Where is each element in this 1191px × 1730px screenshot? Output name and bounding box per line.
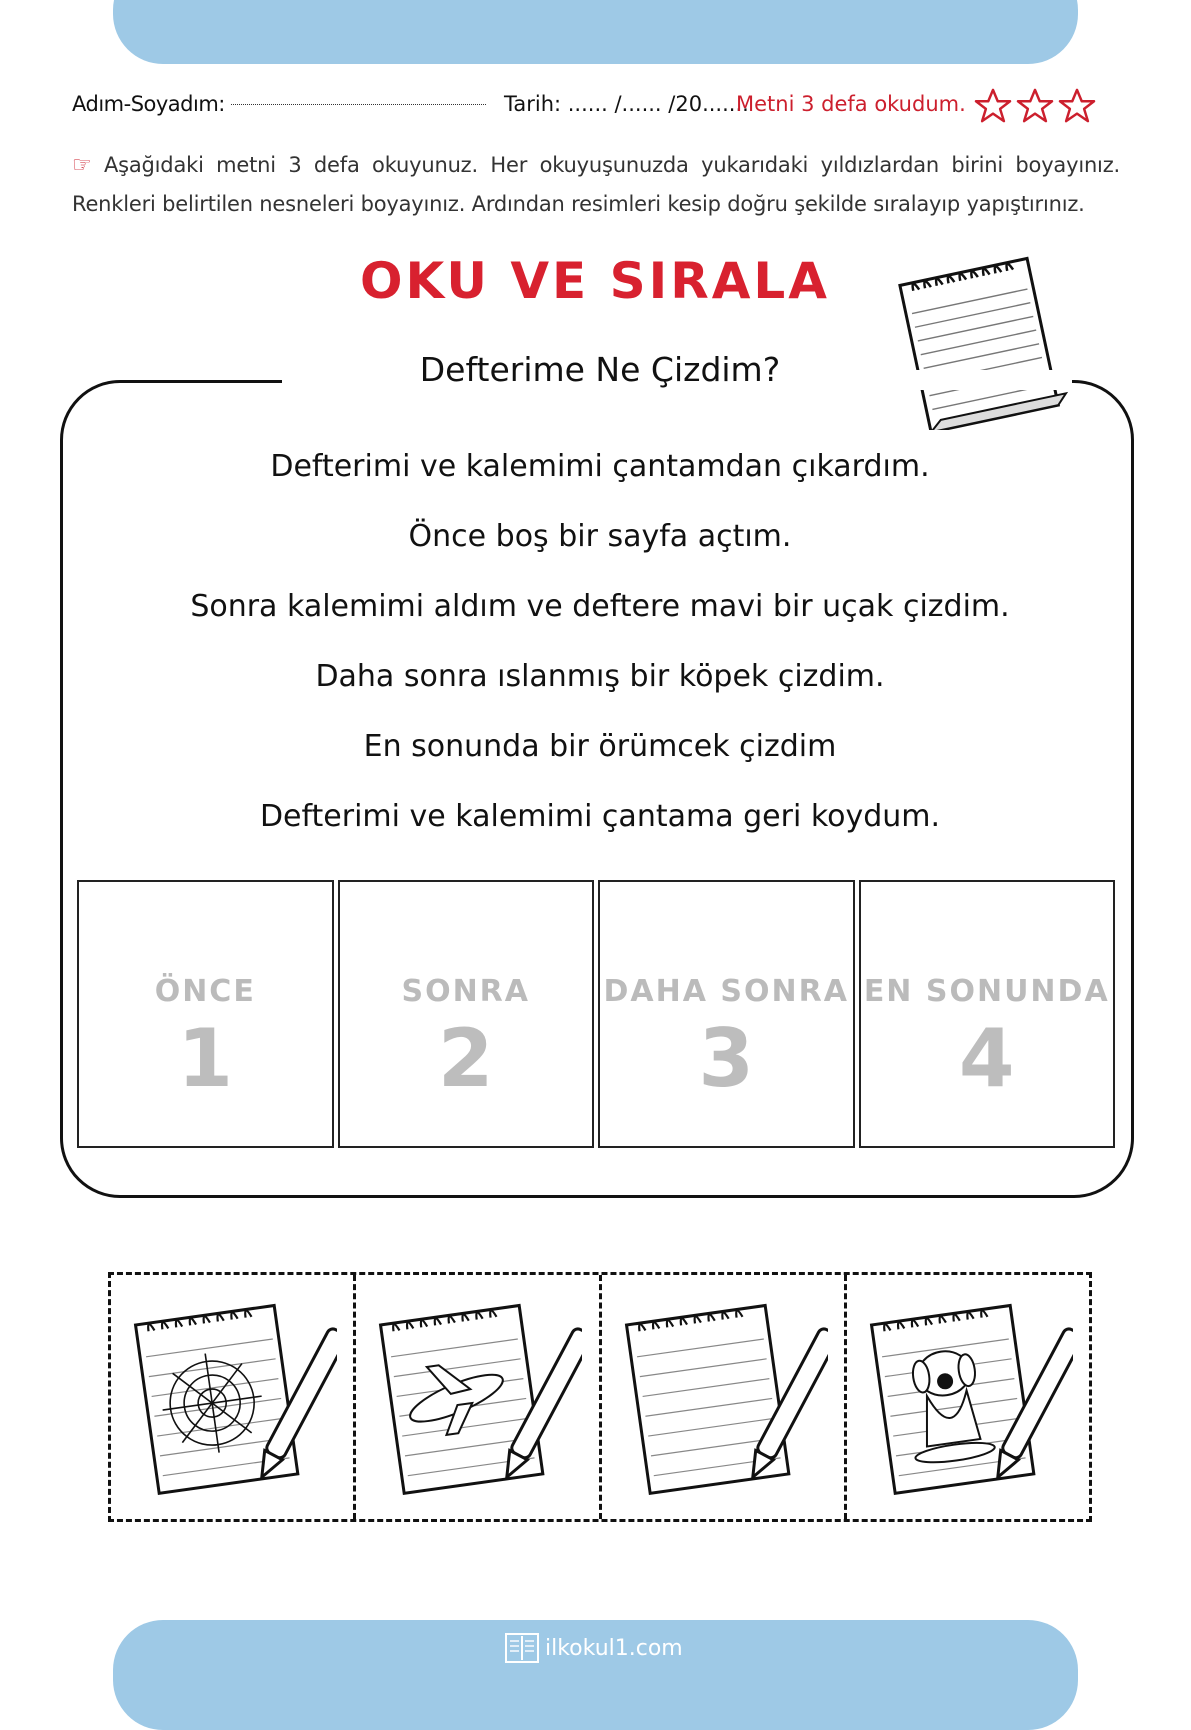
story-title: Defterime Ne Çizdim? xyxy=(419,350,781,389)
read-label: Metni 3 defa okudum. xyxy=(736,92,966,116)
star-icon[interactable] xyxy=(1058,88,1096,124)
instructions-text: Aşağıdaki metni 3 defa okuyunuz. Her okuyuşunuzda yukarıdaki yıldızlardan birini boyayınız. Renkleri belirtilen nesneleri boyayınız. Ardından resimleri kesip doğru şekilde sıralayıp yapıştırınız. xyxy=(72,153,1120,216)
order-label: DAHA SONRA xyxy=(603,974,849,1009)
story-sentences xyxy=(80,445,1120,865)
cut-card-dog[interactable] xyxy=(847,1275,1089,1519)
star-icon[interactable] xyxy=(1016,88,1054,124)
order-box-2[interactable] xyxy=(338,880,595,1148)
story-sentence: Sonra kalemimi aldım ve deftere mavi bir uçak çizdim. xyxy=(190,589,1010,624)
order-box-1[interactable] xyxy=(77,880,334,1148)
story-sentence: Defterimi ve kalemimi çantamdan çıkardım. xyxy=(270,449,930,484)
order-number: 3 xyxy=(698,1012,755,1105)
story-sentence: En sonunda bir örümcek çizdim xyxy=(363,729,837,764)
pointing-hand-icon: ☞ xyxy=(72,153,92,178)
story-sentence: Defterimi ve kalemimi çantama geri koydum. xyxy=(259,799,941,834)
story-sentence: Önce boş bir sayfa açtım. xyxy=(408,519,792,554)
cut-out-strip xyxy=(108,1272,1092,1522)
notebook-spider-web-icon xyxy=(127,1291,337,1506)
order-boxes xyxy=(77,880,1115,1148)
story-sentence: Daha sonra ıslanmış bir köpek çizdim. xyxy=(315,659,885,694)
instructions xyxy=(72,146,1120,223)
cut-card-blank[interactable] xyxy=(602,1275,847,1519)
star-rating xyxy=(974,88,1096,124)
notebook-wet-dog-icon xyxy=(863,1291,1073,1506)
cut-card-spider[interactable] xyxy=(111,1275,356,1519)
footer-brand[interactable] xyxy=(505,1628,705,1668)
order-number: 1 xyxy=(177,1012,234,1105)
notebook-blank-icon xyxy=(618,1291,828,1506)
brand-text: ilkokul1.com xyxy=(545,1635,683,1661)
name-field[interactable] xyxy=(72,92,486,116)
notebook-airplane-icon xyxy=(372,1291,582,1506)
header-row xyxy=(72,92,1112,132)
order-box-3[interactable] xyxy=(598,880,855,1148)
order-label: SONRA xyxy=(401,974,531,1009)
order-number: 2 xyxy=(437,1012,494,1105)
order-box-4[interactable] xyxy=(859,880,1116,1148)
order-label: EN SONUNDA xyxy=(863,974,1110,1009)
top-banner xyxy=(113,0,1078,64)
worksheet-title: OKU VE SIRALA xyxy=(359,252,830,310)
name-label: Adım-Soyadım: xyxy=(72,92,225,116)
order-number: 4 xyxy=(958,1012,1015,1105)
star-icon[interactable] xyxy=(974,88,1012,124)
name-line[interactable] xyxy=(231,104,486,105)
order-label: ÖNCE xyxy=(154,974,256,1009)
date-field[interactable]: Tarih: ...... /...... /20....... xyxy=(504,92,749,116)
cut-card-airplane[interactable] xyxy=(356,1275,601,1519)
book-icon xyxy=(505,1633,539,1663)
